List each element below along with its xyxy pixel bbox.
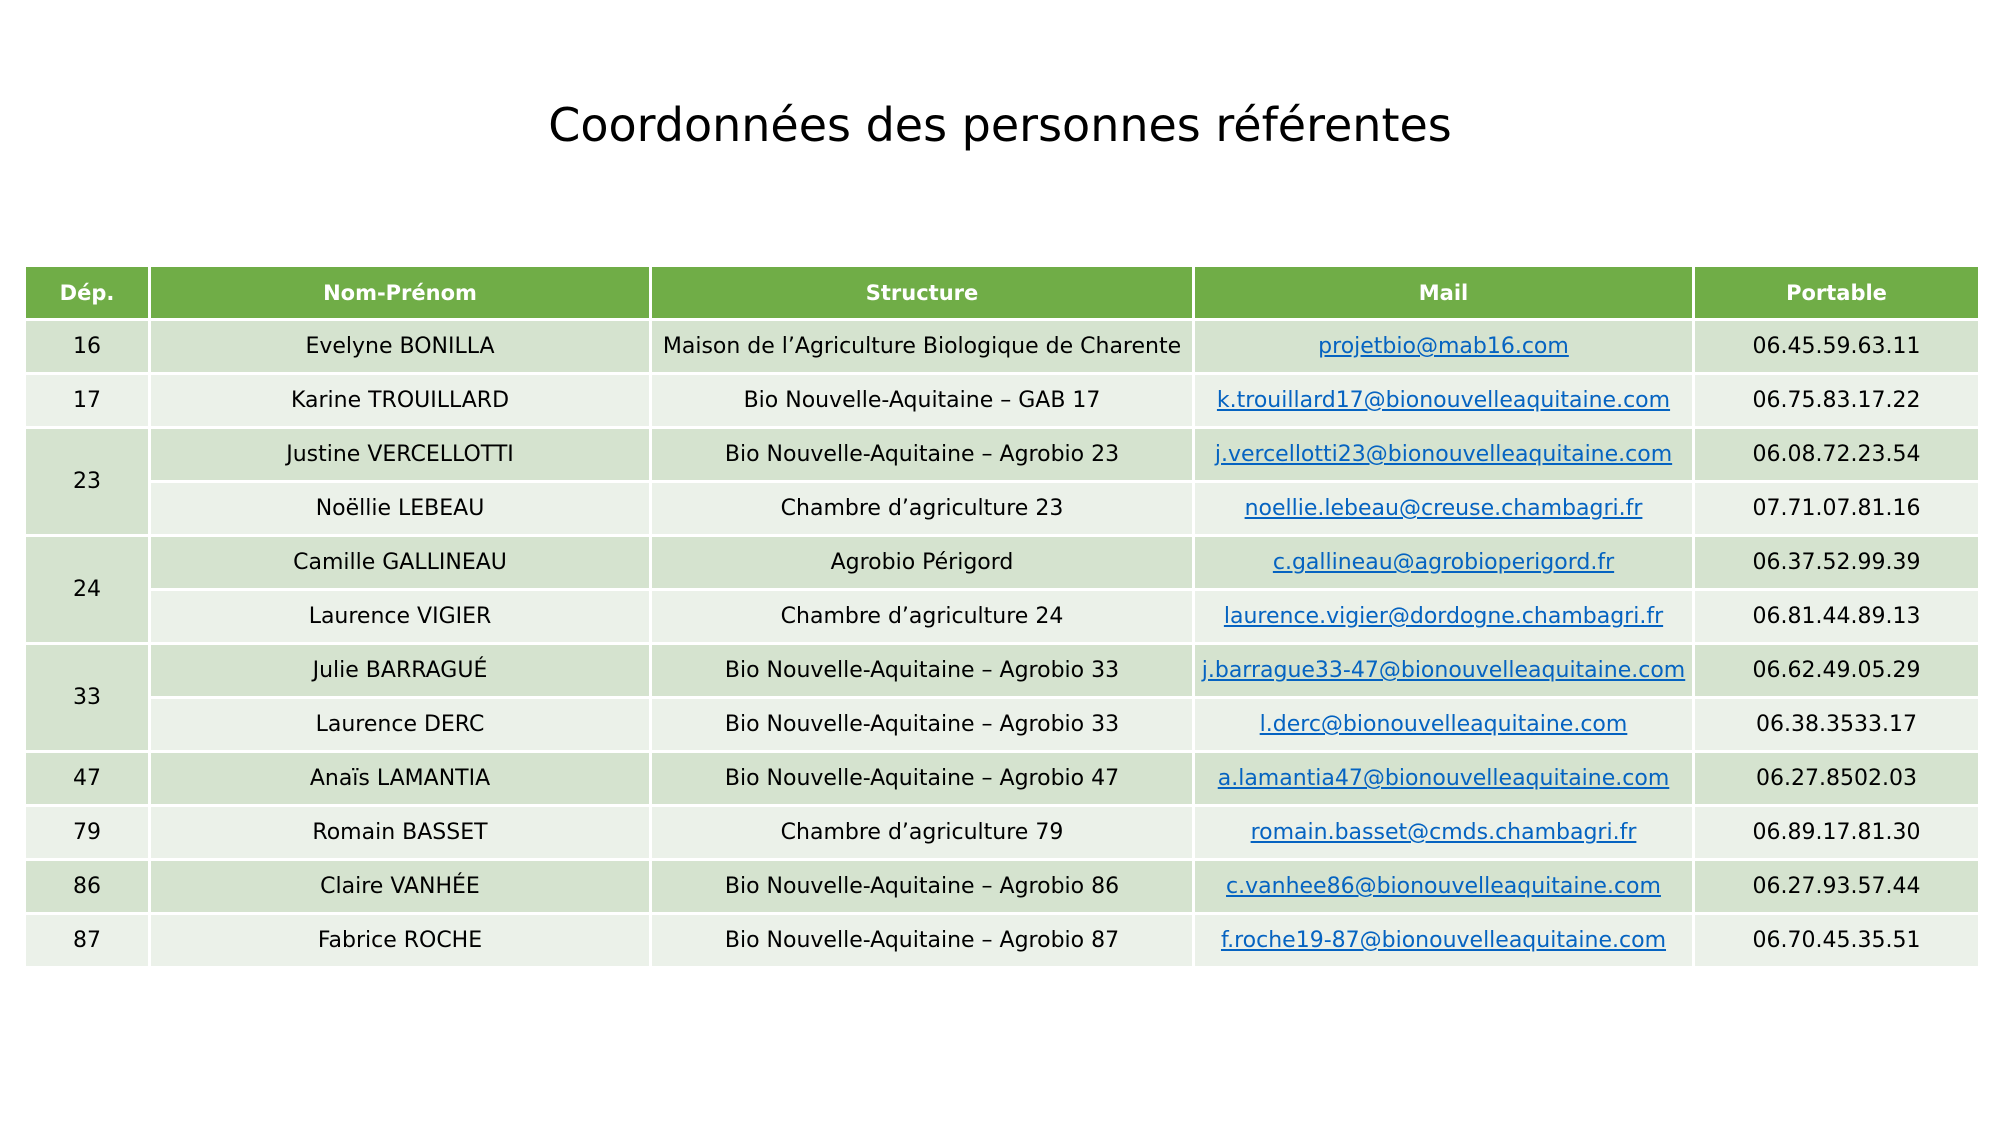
cell-portable: 06.27.93.57.44 [1694,860,1980,914]
table-row [25,320,1980,374]
cell-structure: Bio Nouvelle-Aquitaine – Agrobio 33 [651,644,1194,698]
email-link[interactable]: projetbio@mab16.com [1318,334,1569,359]
header-mail: Mail [1194,266,1694,320]
email-link[interactable]: k.trouillard17@bionouvelleaquitaine.com [1216,388,1671,413]
cell-mail [1194,914,1694,968]
cell-nom-prenom: Camille GALLINEAU [150,536,651,590]
cell-mail [1194,806,1694,860]
cell-mail [1194,482,1694,536]
cell-nom-prenom: Laurence VIGIER [150,590,651,644]
email-link[interactable]: laurence.vigier@dordogne.chambagri.fr [1223,604,1664,629]
cell-mail [1194,374,1694,428]
cell-nom-prenom: Karine TROUILLARD [150,374,651,428]
cell-nom-prenom: Julie BARRAGUÉ [150,644,651,698]
table-header-row [25,266,1980,320]
table-row [25,914,1980,968]
cell-structure: Chambre d’agriculture 79 [651,806,1194,860]
table-row [25,860,1980,914]
cell-structure: Bio Nouvelle-Aquitaine – GAB 17 [651,374,1194,428]
cell-mail [1194,428,1694,482]
table-row [25,698,1980,752]
header-dep: Dép. [25,266,150,320]
cell-mail [1194,644,1694,698]
cell-dep: 16 [25,320,150,374]
cell-portable: 06.75.83.17.22 [1694,374,1980,428]
cell-structure: Bio Nouvelle-Aquitaine – Agrobio 47 [651,752,1194,806]
cell-mail [1194,590,1694,644]
cell-portable: 06.70.45.35.51 [1694,914,1980,968]
cell-nom-prenom: Romain BASSET [150,806,651,860]
header-nom-prenom: Nom-Prénom [150,266,651,320]
cell-portable: 06.81.44.89.13 [1694,590,1980,644]
table-row [25,590,1980,644]
cell-nom-prenom: Laurence DERC [150,698,651,752]
table-body [25,320,1980,968]
cell-mail [1194,536,1694,590]
cell-portable: 07.71.07.81.16 [1694,482,1980,536]
cell-mail [1194,752,1694,806]
cell-dep: 86 [25,860,150,914]
email-link[interactable]: c.vanhee86@bionouvelleaquitaine.com [1226,874,1661,899]
table-row [25,374,1980,428]
table-row [25,806,1980,860]
cell-dep: 17 [25,374,150,428]
cell-dep: 23 [25,428,150,536]
email-link[interactable]: l.derc@bionouvelleaquitaine.com [1259,712,1628,737]
cell-portable: 06.89.17.81.30 [1694,806,1980,860]
email-link[interactable]: j.barrague33-47@bionouvelleaquitaine.com [1201,658,1686,683]
cell-structure: Agrobio Périgord [651,536,1194,590]
cell-dep: 33 [25,644,150,752]
email-link[interactable]: a.lamantia47@bionouvelleaquitaine.com [1217,766,1670,791]
cell-nom-prenom: Noëllie LEBEAU [150,482,651,536]
cell-portable: 06.62.49.05.29 [1694,644,1980,698]
contacts-table-container [23,264,1978,969]
cell-portable: 06.38.3533.17 [1694,698,1980,752]
cell-structure: Bio Nouvelle-Aquitaine – Agrobio 23 [651,428,1194,482]
cell-mail [1194,860,1694,914]
cell-dep: 24 [25,536,150,644]
email-link[interactable]: romain.basset@cmds.chambagri.fr [1250,820,1637,845]
page-title: Coordonnées des personnes référentes [548,98,1452,152]
table-row [25,752,1980,806]
contacts-table [23,264,1981,969]
cell-mail [1194,698,1694,752]
email-link[interactable]: c.gallineau@agrobioperigord.fr [1272,550,1615,575]
email-link[interactable]: noellie.lebeau@creuse.chambagri.fr [1244,496,1643,521]
cell-portable: 06.37.52.99.39 [1694,536,1980,590]
cell-dep: 87 [25,914,150,968]
header-portable: Portable [1694,266,1980,320]
cell-structure: Chambre d’agriculture 24 [651,590,1194,644]
cell-nom-prenom: Evelyne BONILLA [150,320,651,374]
cell-nom-prenom: Fabrice ROCHE [150,914,651,968]
cell-portable: 06.45.59.63.11 [1694,320,1980,374]
table-row [25,536,1980,590]
cell-structure: Bio Nouvelle-Aquitaine – Agrobio 33 [651,698,1194,752]
cell-structure: Bio Nouvelle-Aquitaine – Agrobio 87 [651,914,1194,968]
cell-structure: Maison de l’Agriculture Biologique de Charente [651,320,1194,374]
cell-dep: 79 [25,806,150,860]
cell-portable: 06.08.72.23.54 [1694,428,1980,482]
email-link[interactable]: j.vercellotti23@bionouvelleaquitaine.com [1214,442,1673,467]
table-row [25,644,1980,698]
cell-portable: 06.27.8502.03 [1694,752,1980,806]
cell-dep: 47 [25,752,150,806]
cell-mail [1194,320,1694,374]
cell-nom-prenom: Claire VANHÉE [150,860,651,914]
cell-nom-prenom: Justine VERCELLOTTI [150,428,651,482]
header-structure: Structure [651,266,1194,320]
cell-structure: Chambre d’agriculture 23 [651,482,1194,536]
cell-structure: Bio Nouvelle-Aquitaine – Agrobio 86 [651,860,1194,914]
table-row [25,428,1980,482]
table-row [25,482,1980,536]
email-link[interactable]: f.roche19-87@bionouvelleaquitaine.com [1220,928,1667,953]
cell-nom-prenom: Anaïs LAMANTIA [150,752,651,806]
